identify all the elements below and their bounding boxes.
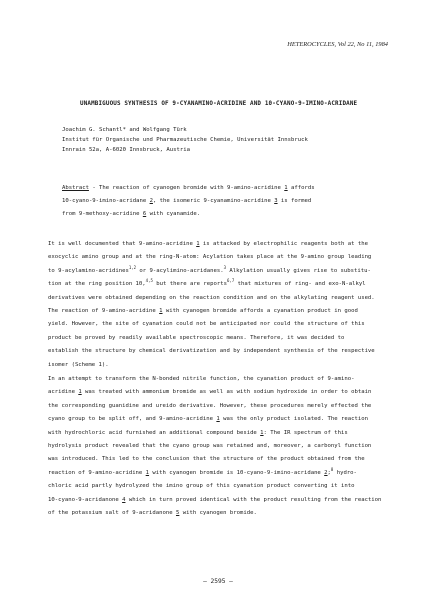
abstract-line-2: 10-cyano-9-imino-acridane 2, the isomeric 9-cyanamino-acridine 3 is formed: [62, 198, 312, 204]
compound-number: 3: [274, 198, 278, 204]
para1-line-10: isomer (Scheme 1).: [48, 361, 109, 368]
para1-line-5: derivatives were obtained depending on the reaction condition and on the alkylating reagent used.: [48, 294, 375, 301]
para2-line-10: 10-cyano-9-acridanone 4 which in turn proved identical with the product resulting from the reaction: [48, 496, 382, 503]
authors: Joachim G. Schantl* and Wolfgang Türk: [62, 127, 187, 133]
reference-superscript: 1,2: [128, 264, 137, 270]
para2-line-2: acridine 1 was treated with ammonium bromide as well as with sodium hydroxide in order to obtain: [48, 389, 372, 396]
para1-line-3: to 9-acylamino-acridines$^{1,2}$ or 9-acylimino-acridanes.$^3$ Alkylation usually gives rise to substitu-: [48, 264, 371, 274]
affiliation-line-2: Innrain 52a, A-6020 Innsbruck, Austria: [62, 147, 190, 153]
para1-line-6: The reaction of 9-amino-acridine 1 with cyanogen bromide affords a cyanation product in good: [48, 308, 358, 314]
compound-number: 4: [122, 496, 126, 503]
para1-line-9: establish the structure by chemical derivatization and by independent synthesis of the respective: [48, 348, 375, 355]
compound-number: 1: [216, 416, 220, 423]
page-number: — 2595 —: [203, 578, 233, 585]
compound-number: 1: [78, 389, 82, 396]
reference-superscript: 8: [330, 466, 334, 472]
compound-number: 6: [142, 210, 147, 217]
para1-line-1: It is well documented that 9-amino-acridine 1 is attacked by electrophilic reagents both at the: [48, 241, 368, 247]
para2-line-6: hydrolysis product revealed that the cyano group was retained and, moreover, a carbonyl function: [48, 443, 372, 449]
para2-line-3: the corresponding guanidine and ureido derivative. However, these procedures merely effected the: [48, 402, 372, 409]
compound-number: 1: [196, 241, 200, 247]
para1-line-8: product be proved by readily available spectroscopic means. Therefore, it was decided to: [48, 334, 345, 341]
para2-line-5: with hydrochloric acid furnished an additional compound beside 1: The IR spectrum of this: [48, 429, 348, 436]
abstract-label: Abstract: [62, 185, 89, 191]
para1-line-4: tion at the ring position 10,$^{4,5}$ but there are reports$^{6,7}$ that mixtures of ring- and exo-N-alkyl: [48, 278, 366, 288]
abstract-line-1: Abstract - The reaction of cyanogen bromide with 9-amino-acridine 1 affords: [62, 185, 315, 191]
para2-line-9: chloric acid partly hydrolyzed the imino group of this cyanation product converting it into: [48, 483, 355, 490]
reference-superscript: 3: [223, 264, 227, 270]
compound-number: 1: [284, 185, 288, 191]
compound-number: 1: [145, 469, 150, 476]
para2-line-8: reaction of 9-amino-acridine 1 with cyanogen bromide is 10-cyano-9-imino-acridane 2;$^8$ hydro-: [48, 466, 357, 476]
compound-number: 1: [260, 429, 264, 436]
para2-line-1: In an attempt to transform the N-bonded nitrile function, the cyanation product of 9-amino-: [48, 376, 355, 382]
affiliation-line-1: Institut für Organische und Pharmazeutische Chemie, Universität Innsbruck: [62, 137, 308, 143]
abstract-line-3: from 9-methoxy-acridine 6 with cyanamide.: [62, 210, 201, 217]
paper-title: UNAMBIGUOUS SYNTHESIS OF 9-CYANAMINO-ACRIDINE AND 10-CYANO-9-IMINO-ACRIDANE: [80, 101, 358, 107]
para2-line-4: cyano group to be split off, and 9-amino-acridine 1 was the only product isolated. The reaction: [48, 416, 368, 423]
reference-superscript: 6,7: [227, 278, 235, 284]
para2-line-7: was introduced. This led to the conclusion that the structure of the product obtained from the: [48, 456, 365, 463]
compound-number: 2: [149, 198, 153, 204]
journal-header: HETEROCYCLES, Vol 22, No 11, 1984: [287, 41, 388, 48]
para1-line-2: exocyclic amino group and at the ring-N-atom: Acylation takes place at the 9-amino group leading: [48, 254, 372, 261]
compound-number: 1: [159, 308, 163, 314]
para1-line-7: yield. However, the site of cyanation could not be anticipated nor could the structure of this: [48, 321, 365, 328]
compound-number: 2: [324, 469, 328, 476]
para2-line-11: of the potassium salt of 9-acridanone 5 with cyanogen bromide.: [48, 510, 257, 516]
reference-superscript: 4,5: [145, 278, 153, 284]
compound-number: 5: [175, 510, 180, 516]
